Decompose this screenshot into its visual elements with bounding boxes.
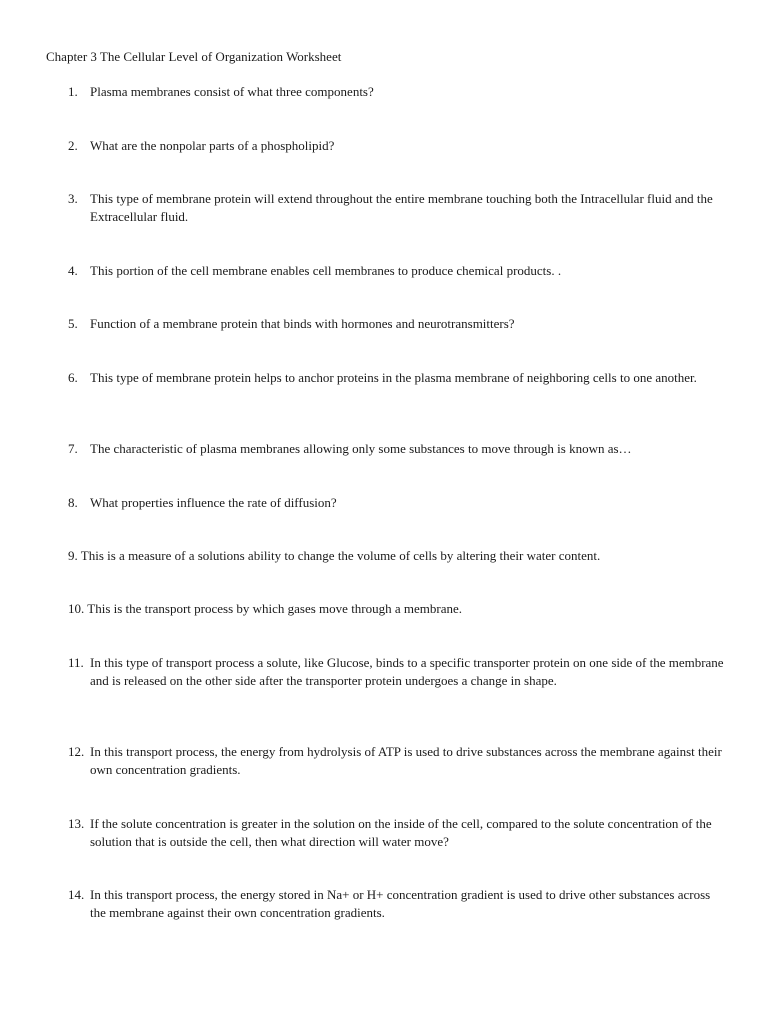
question-number: 2. (68, 138, 78, 153)
question-number: 7. (68, 441, 78, 456)
question-number: 9. (68, 548, 78, 563)
question-text: In this type of transport process a solute, like Glucose, binds to a specific transporter protein on one side of the membrane and is released on the other side after the transporter protein undergoes a change in shape. (90, 655, 724, 688)
question-text: If the solute concentration is greater in the solution on the inside of the cell, compared to the solute concentration of the solution that is outside the cell, then what direction will water move? (90, 816, 712, 849)
question-6 (68, 369, 728, 387)
question-text: The characteristic of plasma membranes allowing only some substances to move through is known as… (90, 441, 632, 456)
question-3 (68, 190, 728, 226)
question-1 (68, 83, 728, 101)
question-number: 5. (68, 316, 78, 331)
question-12 (68, 743, 728, 779)
question-10 (68, 600, 728, 618)
question-8 (68, 494, 728, 512)
question-14 (68, 886, 728, 922)
question-2 (68, 137, 728, 155)
question-13 (68, 815, 728, 851)
question-text: This is a measure of a solutions ability to change the volume of cells by altering their water content. (80, 548, 601, 563)
question-number: 3. (68, 191, 78, 206)
question-text: Function of a membrane protein that binds with hormones and neurotransmitters? (90, 316, 515, 331)
question-number: 4. (68, 263, 78, 278)
worksheet-title: Chapter 3 The Cellular Level of Organization Worksheet (46, 49, 342, 64)
question-number: 8. (68, 495, 78, 510)
question-number: 10. (68, 601, 85, 616)
question-text: This type of membrane protein helps to anchor proteins in the plasma membrane of neighboring cells to one another. (90, 370, 697, 385)
question-11 (68, 654, 728, 690)
question-9 (68, 547, 728, 565)
question-7 (68, 440, 728, 458)
question-4 (68, 262, 728, 280)
question-text: In this transport process, the energy from hydrolysis of ATP is used to drive substances across the membrane against their own concentration gradients. (90, 744, 722, 777)
question-number: 11. (68, 655, 84, 670)
question-text: This type of membrane protein will extend throughout the entire membrane touching both the Intracellular fluid and the Extracellular fluid. (90, 191, 713, 224)
question-number: 14. (68, 887, 85, 902)
question-text: This is the transport process by which gases move through a membrane. (87, 601, 463, 616)
question-text: This portion of the cell membrane enables cell membranes to produce chemical products. . (90, 263, 562, 278)
question-text: What properties influence the rate of diffusion? (90, 495, 337, 510)
question-text: What are the nonpolar parts of a phospholipid? (90, 138, 335, 153)
question-5 (68, 315, 728, 333)
question-number: 6. (68, 370, 78, 385)
question-number: 12. (68, 744, 85, 759)
question-number: 1. (68, 84, 78, 99)
question-number: 13. (68, 816, 85, 831)
question-text: In this transport process, the energy stored in Na+ or H+ concentration gradient is used to drive other substances across the membrane against their own concentration gradients. (90, 887, 711, 920)
question-text: Plasma membranes consist of what three components? (90, 84, 374, 99)
